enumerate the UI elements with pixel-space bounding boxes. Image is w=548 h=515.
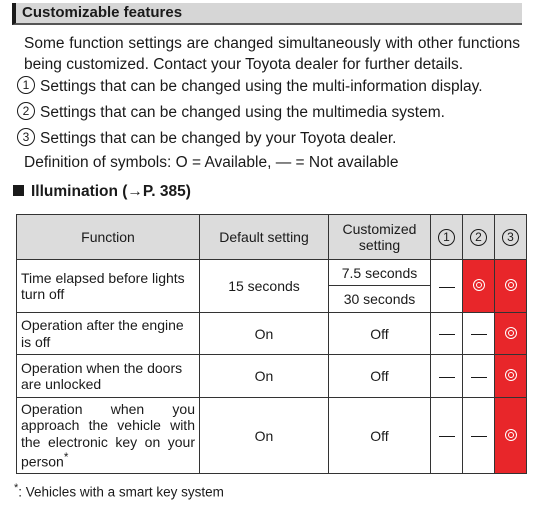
table-row [17,260,527,286]
function-text: Operation when you approach the vehicle with the electronic key on your person [21,400,195,470]
availability-cell-3 [495,398,527,474]
function-cell: Time elapsed before lights turn off [17,260,200,313]
footnote-text: : Vehicles with a smart key system [18,484,224,500]
settings-note-1 [17,78,483,96]
not-available-dash-icon [439,436,455,437]
circled-number-2: 2 [470,229,487,246]
symbol-definition: Definition of symbols: O = Available, — = Not available [24,154,399,171]
section-heading [13,183,191,201]
availability-cell-3 [495,313,527,355]
header-col-2 [463,215,495,260]
circled-number-3: 3 [17,128,35,146]
footnote [14,482,224,500]
header-col-1 [431,215,463,260]
function-cell: Operation when the doors are unlocked [17,355,200,398]
table-row [17,355,527,398]
section-title-text: Illumination (→P. 385) [31,183,191,200]
circled-number-3: 3 [502,229,519,246]
availability-cell-1 [431,398,463,474]
settings-note-3 [17,130,396,148]
header-default-setting: Default setting [200,215,329,260]
availability-cell-2 [463,313,495,355]
availability-cell-1 [431,313,463,355]
circled-number-1: 1 [438,229,455,246]
circled-number-2: 2 [17,102,35,120]
not-available-dash-icon [439,334,455,335]
availability-cell-2 [463,398,495,474]
default-setting-cell: On [200,398,329,474]
default-setting-cell: On [200,313,329,355]
available-circle-icon [505,429,517,441]
section-header-bar [12,3,522,25]
header-customized-setting: Customized setting [329,215,431,260]
availability-cell-2 [463,260,495,313]
availability-cell-3 [495,355,527,398]
intro-paragraph: Some function settings are changed simultaneously with other functions being customized. Contact your Toyota dealer for further details. [24,35,520,73]
available-circle-icon [505,279,517,291]
settings-note-text: Settings that can be changed using the multi-information display. [40,78,483,96]
settings-note-2 [17,104,445,122]
footnote-mark: * [63,451,69,465]
page-title: Customizable features [22,4,183,21]
default-setting-cell: On [200,355,329,398]
not-available-dash-icon [471,377,487,378]
availability-cell-2 [463,355,495,398]
customized-setting-cell: Off [329,313,431,355]
header-function: Function [17,215,200,260]
not-available-dash-icon [439,287,455,288]
available-circle-icon [505,369,517,381]
customized-setting-cell: 30 seconds [329,286,431,313]
available-circle-icon [473,279,485,291]
availability-cell-3 [495,260,527,313]
table-header-row [17,215,527,260]
circled-number-1: 1 [17,76,35,94]
availability-cell-1 [431,355,463,398]
table-row [17,398,527,474]
not-available-dash-icon [439,377,455,378]
customized-setting-cell: Off [329,398,431,474]
default-setting-cell: 15 seconds [200,260,329,313]
square-bullet-icon [13,185,24,196]
not-available-dash-icon [471,334,487,335]
function-cell: Operation after the engine is off [17,313,200,355]
settings-note-text: Settings that can be changed by your Toyota dealer. [40,130,397,148]
header-col-3 [495,215,527,260]
not-available-dash-icon [471,436,487,437]
customization-table [16,214,527,474]
available-circle-icon [505,327,517,339]
footnote-mark: * [14,482,19,494]
function-cell [17,398,200,474]
settings-note-text: Settings that can be changed using the multimedia system. [40,104,445,122]
availability-cell-1 [431,260,463,313]
customized-setting-cell: 7.5 seconds [329,260,431,286]
table-row [17,313,527,355]
customized-setting-cell: Off [329,355,431,398]
